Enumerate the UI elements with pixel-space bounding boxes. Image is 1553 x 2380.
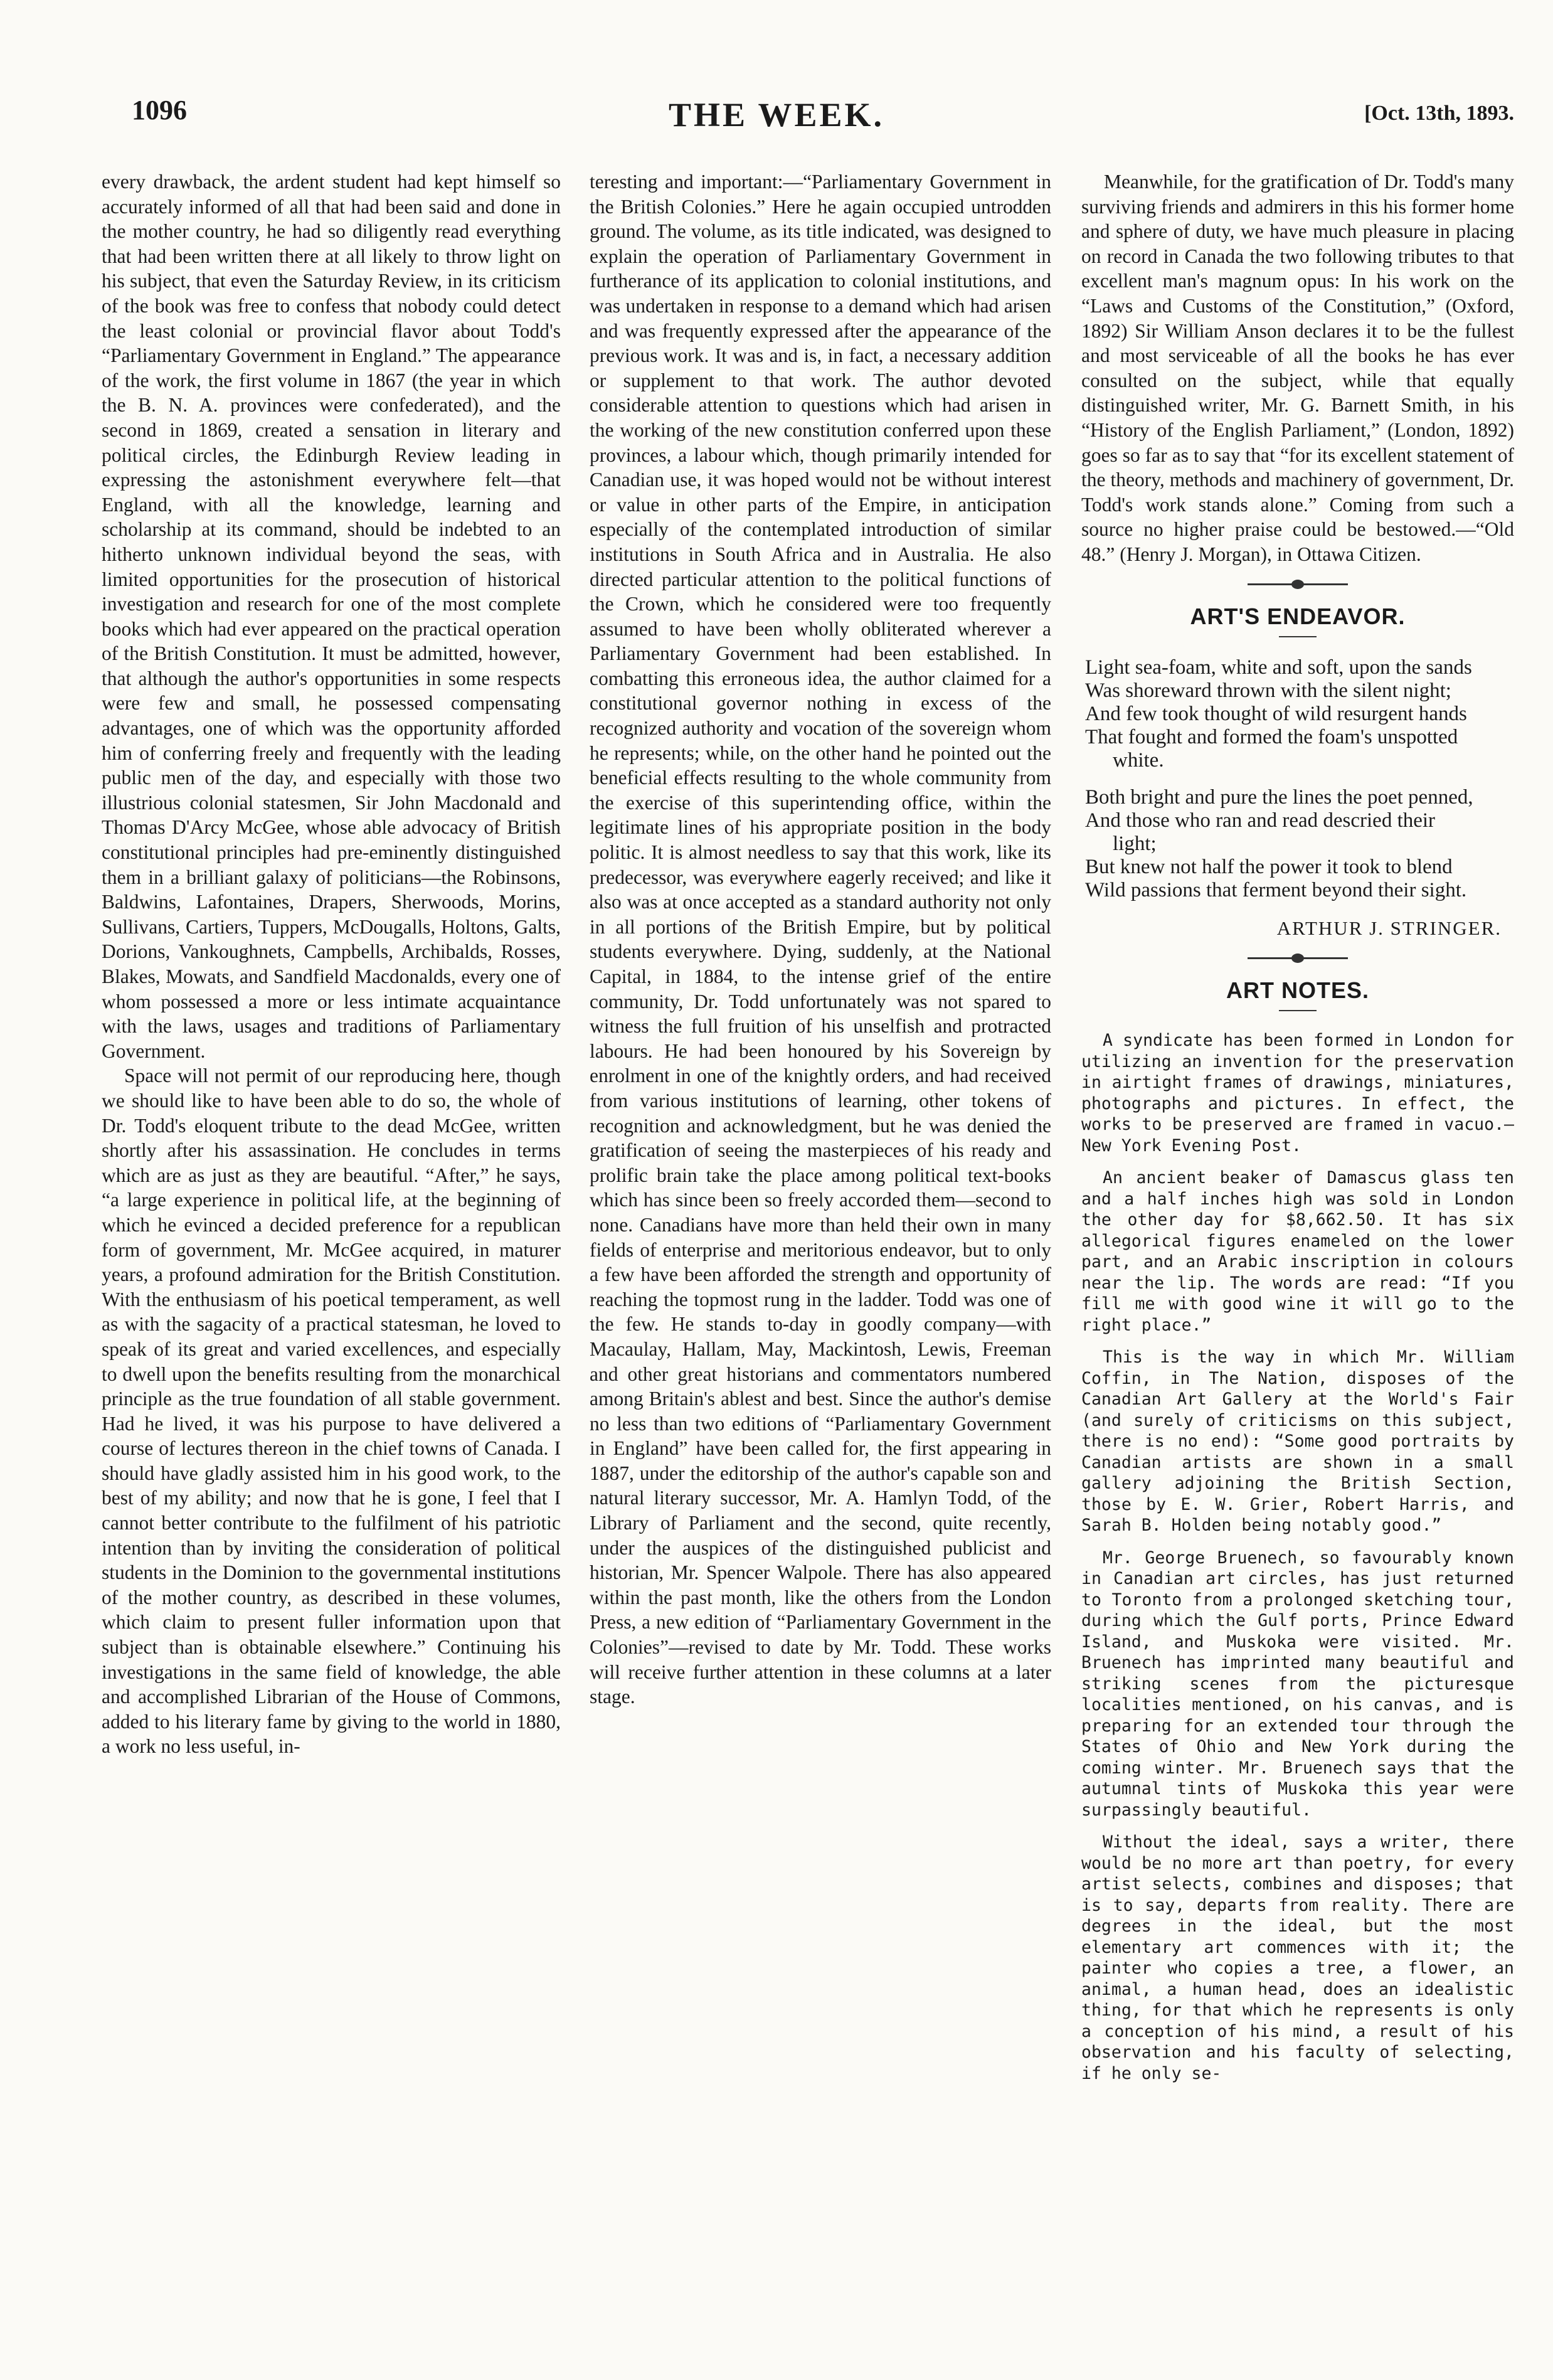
paragraph: every drawback, the ardent student had kept himself so accurately informed of all that had been said and done in the mother country, he had so diligently read everything that had been written there at all likely to throw light on his subject, that even the Saturday Review, in its criticism of the book was free to confess that nobody could detect the least colonial or provincial flavor about Todd's “Parliamentary Government in England.” The appearance of the work, the first volume in 1867 (the year in which the B. N. A. provinces were confederated), and the second in 1869, created a sensation in literary and political circles, the Edinburgh Review leading in expressing the astonishment everywhere felt—that England, with all the knowledge, learning and scholarship at its command, should be indebted to an hitherto unknown individual beyond the seas, with limited opportunities for the prosecution of historical investigation and research for one of the most complete books which had ever appeared on the practical operation of the British Constitution. It must be admitted, however, that although the author's opportunities in some respects were few and small, he possessed compensating advantages, one of which was the opportunity afforded him of conferring freely and frequently with the leading public men of the day, and especially with those two illustrious colonial statesmen, Sir John Macdonald and Thomas D'Arcy McGee, whose able advocacy of British constitutional principles had pre-eminently distinguished them in a brilliant galaxy of politicians—the Robinsons, Baldwins, Lafontaines, Drapers, Sherwoods, Morins, Sullivans, Cartiers, Tuppers, McDougalls, Holtons, Galts, Dorions, Vankoughnets, Campbells, Archibalds, Rosses, Blakes, Mowats, and Sandfield Macdonalds, every one of whom possessed a more or less intimate acquaintance with the laws, usages and traditions of Parliamentary Government. — [102, 171, 561, 1062]
note-paragraph: A syndicate has been formed in London for utilizing an invention for the preservation in airtight frames of drawings, miniatures, photographs and pictures. In effect, the works to be preserved are framed in vacuo.—New York Evening Post. — [1081, 1031, 1514, 1155]
paragraph: Meanwhile, for the gratification of Dr. Todd's many surviving friends and admirers in this his former home and sphere of duty, we have much pleasure in placing on record in Canada the two following tributes to that excellent man's magnum opus: In his work on the “Laws and Customs of the Constitution,” (Oxford, 1892) Sir William Anson declares it to be the fullest and most serviceable of all the books he has ever consulted on the subject, while that equally distinguished writer, Mr. G. Barnett Smith, in his “History of the English Parliament,” (London, 1892) goes so far as to say that “for its excellent statement of the theory, methods and machinery of government, Dr. Todd's work stands alone.” Coming from such a source no higher praise could be bestowed.—“Old 48.” (Henry J. Morgan), in Ottawa Citizen. — [1081, 171, 1514, 565]
art-notes-title: ART NOTES. — [1226, 977, 1369, 1003]
poem-line: Light sea-foam, white and soft, upon the sands — [1085, 656, 1472, 679]
poem-line: But knew not half the power it took to blend — [1085, 856, 1453, 879]
poem-line: Wild passions that ferment beyond their sight. — [1085, 879, 1467, 902]
paragraph: teresting and important:—“Parliamentary Government in the British Colonies.” Here he again occupied untrodden ground. The volume, as its title indicated, was designed to explain the operation of Parliamentary Government in furtherance of its application to colonial institutions, and was undertaken in response to a demand which had arisen and was frequently expressed after the appearance of the previous work. It was and is, in fact, a necessary addition or supplement to that work. The author devoted considerable attention to questions which had arisen in the working of the new constitution conferred upon these provinces, a labour which, though primarily intended for Canadian use, it was hoped would not be without interest or value in other parts of the Empire, in anticipation especially of the contemplated introduction of similar institutions in South Africa and in Australia. He also directed particular attention to the political functions of the Crown, which he considered were too frequently assumed to have been wholly obliterated wherever a Parliamentary Government had been established. In combatting this erroneous idea, the author claimed for a constitutional governor nothing in excess of the recognized authority and vocation of the sovereign whom he represents; while, on the other hand he pointed out the beneficial effects resulting to the whole community from the exercise of this superintending office, within the legitimate lines of his appropriate position in the body politic. It is almost needless to say that this work, like its predecessor, was everywhere eagerly received; and like it also was at once accepted as a standard authority not only in all portions of the British Empire, but by political students everywhere. Dying, suddenly, at the National Capital, in 1884, to the intense grief of the entire community, Dr. Todd unfortunately was not spared to witness the full fruition of his unselfish and protracted labours. He had been honoured by his Sovereign by enrolment in one of the knightly orders, and had received from various institutions of learning, other tokens of recognition and acknowledgment, but he was denied the gratification of seeing the masterpieces of his ready and prolific brain take the place among political text-books which has since been so freely accorded them—second to none. Canadians have more than held their own in many fields of enterprise and meritorious endeavor, but to only a few have been afforded the strength and opportunity of reaching the topmost rung in the ladder. Todd was one of the few. He stands to-day in goodly company—with Macaulay, Hallam, May, Mackintosh, Lewis, Freeman and other great historians and commentators numbered among Britain's ablest and best. Since the author's demise no less than two editions of “Parliamentary Government in England” have been called for, the first appearing in 1887, under the editorship of the author's capable son and natural literary successor, Mr. A. Hamlyn Todd, of the Library of Parliament and the second, quite recently, under the auspices of the distinguished publicist and historian, Mr. Spencer Walpole. There has also appeared within the past month, like the others from the London Press, a new edition of “Parliamentary Government in the Colonies”—revised to date by Mr. Todd. These works will receive further attention in these columns at a later stage. — [590, 171, 1051, 1708]
column-right — [1081, 169, 1514, 2095]
poem-stanza — [1085, 656, 1514, 772]
poem-line: Both bright and pure the lines the poet penned, — [1085, 786, 1473, 809]
art-notes — [1081, 1030, 1514, 2084]
page-header — [0, 82, 1553, 157]
column-middle — [590, 169, 1051, 1709]
title-rule — [1279, 636, 1317, 637]
page-number: 1096 — [132, 95, 187, 125]
poem-stanza — [1085, 786, 1514, 902]
poem-line-continuation: white. — [1113, 749, 1164, 772]
poem — [1085, 656, 1514, 902]
note-paragraph: Mr. George Bruenech, so favourably known in Canadian art circles, has just returned to Toronto from a prolonged sketching tour, during which the Gulf ports, Prince Edward Island, and Muskoka were visited. Mr. Bruenech has imprinted many beautiful and striking scenes from the picturesque localities mentioned, on his canvas, and is preparing for an extended tour through the States of Ohio and New York during the coming winter. Mr. Bruenech says that the autumnal tints of Muskoka this year were surpassingly beautiful. — [1081, 1548, 1514, 1820]
poem-line: Was shoreward thrown with the silent night; — [1085, 679, 1451, 703]
note-paragraph: An ancient beaker of Damascus glass ten and a half inches high was sold in London the other day for $8,662.50. It has six allegorical figures enameled on the lower part, and an Arabic inscription in colours near the lip. The words are read: “If you fill me with good wine it will go to the right place.” — [1081, 1168, 1514, 1335]
column-left — [102, 169, 561, 1759]
section-divider — [1248, 583, 1348, 585]
poem-line: And few took thought of wild resurgent hands — [1085, 703, 1467, 726]
note-paragraph: Without the ideal, says a writer, there would be no more art than poetry, for every artist selects, combines and disposes; that is to say, departs from reality. There are degrees in the ideal, but the most elementary art commences with it; the painter who copies a tree, a flower, an animal, a human head, does an idealistic thing, for that which he represents is only a conception of his mind, a result of his observation and his faculty of selecting, if he only se- — [1081, 1832, 1514, 2083]
issue-date: [Oct. 13th, 1893. — [1364, 102, 1514, 125]
section-divider — [1248, 957, 1348, 959]
title-rule — [1279, 1010, 1317, 1011]
poem-line: And those who ran and read descried their — [1085, 809, 1436, 832]
poem-author: ARTHUR J. STRINGER. — [1276, 917, 1502, 940]
poem-line-continuation: light; — [1113, 832, 1157, 856]
paragraph: Space will not permit of our reproducing here, though we should like to have been able to do so, the whole of Dr. Todd's eloquent tribute to the dead McGee, written shortly after his assassination. He concludes in terms which are as just as they are beautiful. “After,” he says, “a large experience in political life, at the beginning of which he evinced a decided preference for a republican form of government, Mr. McGee acquired, in maturer years, a profound admiration for the British Constitution. With the enthusiasm of his poetical temperament, as well as with the sagacity of a practical statesman, he loved to speak of its great and varied excellences, and especially to dwell upon the benefits resulting from the monarchical principle as the true foundation of all stable government. Had he lived, it was his purpose to have delivered a course of lectures thereon in the chief towns of Canada. I should have gladly assisted him in his good work, to the best of my ability; and now that he is gone, I feel that I cannot better contribute to the fulfilment of his patriotic intention than by inviting the consideration of political students in the Dominion to the governmental institutions of the mother country, as described in these volumes, which claim to present fuller information upon that subject than is obtainable elsewhere.” Continuing his investigations in the same field of knowledge, the able and accomplished Librarian of the House of Commons, added to his literary fame by giving to the world in 1880, a work no less useful, in- — [102, 1065, 561, 1758]
poem-title: ART'S ENDEAVOR. — [1190, 603, 1406, 629]
poem-line: That fought and formed the foam's unspotted — [1085, 726, 1458, 749]
masthead-title: THE WEEK. — [668, 96, 885, 134]
note-paragraph: This is the way in which Mr. William Coffin, in The Nation, disposes of the Canadian Art Gallery at the World's Fair (and surely of criticisms on this subject, there is no end): “Some good portraits by Canadian artists are shown in a small gallery adjoining the British Section, those by E. W. Grier, Robert Harris, and Sarah B. Holden being notably good.” — [1081, 1347, 1514, 1536]
